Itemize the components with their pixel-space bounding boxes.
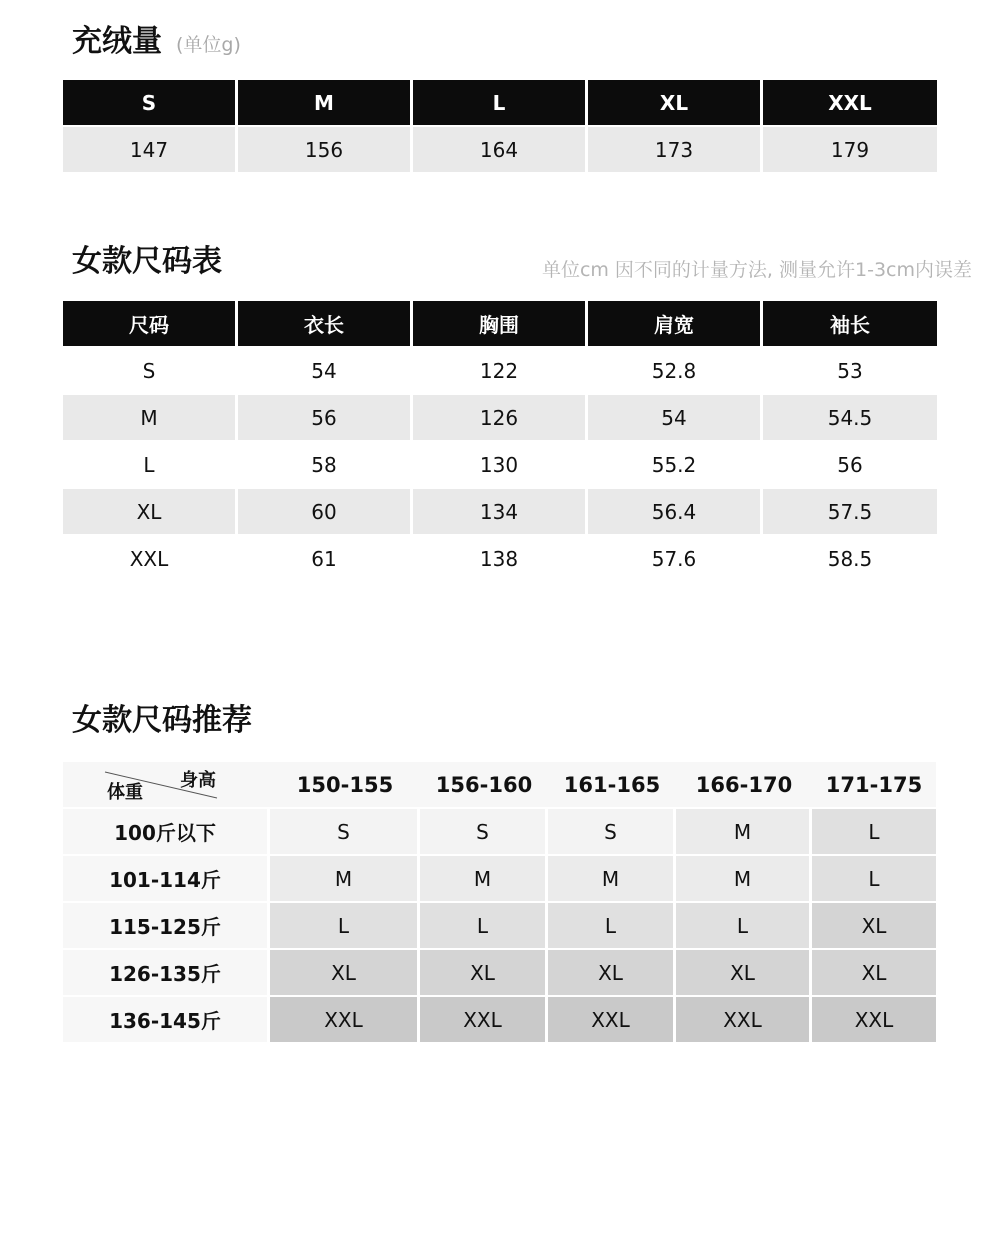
table-cell: 58 xyxy=(238,440,413,487)
height-header-cell: 161-165 xyxy=(548,760,676,807)
table-cell: M xyxy=(63,393,238,440)
fill-unit: (单位g) xyxy=(176,34,241,56)
table-cell: 60 xyxy=(238,487,413,534)
size-chart-header-row xyxy=(63,301,937,346)
table-cell: L xyxy=(63,440,238,487)
size-cell: S xyxy=(420,807,548,854)
table-row xyxy=(63,901,936,948)
table-cell: 52.8 xyxy=(588,346,763,393)
table-cell: XL xyxy=(63,487,238,534)
height-header-cell: 166-170 xyxy=(676,760,812,807)
weight-row-header: 101-114斤 xyxy=(63,854,270,901)
size-chart-table xyxy=(63,301,937,581)
table-row xyxy=(63,487,937,534)
table-row xyxy=(63,534,937,581)
size-cell: XXL xyxy=(270,995,420,1042)
fill-header-cell: XXL xyxy=(763,80,937,125)
fill-title xyxy=(72,24,241,63)
size-cell: XL xyxy=(548,948,676,995)
fill-value-cell: 179 xyxy=(763,125,937,172)
fill-value-cell: 147 xyxy=(63,125,238,172)
size-chart-header-cell: 衣长 xyxy=(238,301,413,346)
size-cell: S xyxy=(548,807,676,854)
table-cell: 57.5 xyxy=(763,487,937,534)
height-header-cell: 150-155 xyxy=(270,760,420,807)
table-cell: 57.6 xyxy=(588,534,763,581)
weight-row-header: 126-135斤 xyxy=(63,948,270,995)
size-cell: L xyxy=(420,901,548,948)
fill-header-cell: M xyxy=(238,80,413,125)
fill-value-cell: 156 xyxy=(238,125,413,172)
fill-value-cell: 173 xyxy=(588,125,763,172)
size-cell: M xyxy=(420,854,548,901)
size-chart-header-cell: 袖长 xyxy=(763,301,937,346)
fill-value-cell: 164 xyxy=(413,125,588,172)
table-cell: 56 xyxy=(763,440,937,487)
size-cell: L xyxy=(812,854,936,901)
size-cell: M xyxy=(270,854,420,901)
size-cell: XL xyxy=(420,948,548,995)
table-cell: S xyxy=(63,346,238,393)
fill-table xyxy=(63,80,937,172)
fill-header-cell: XL xyxy=(588,80,763,125)
size-cell: XL xyxy=(270,948,420,995)
table-cell: XXL xyxy=(63,534,238,581)
size-cell: XXL xyxy=(548,995,676,1042)
size-cell: XL xyxy=(812,948,936,995)
recommend-header-row xyxy=(63,760,936,807)
table-row xyxy=(63,995,936,1042)
fill-header-cell: L xyxy=(413,80,588,125)
height-header-cell: 171-175 xyxy=(812,760,936,807)
size-chart-title: 女款尺码表 xyxy=(72,244,222,279)
table-row xyxy=(63,346,937,393)
diagonal-divider xyxy=(63,762,270,809)
size-cell: L xyxy=(548,901,676,948)
corner-weight-label: 体重 xyxy=(107,782,143,803)
table-cell: 53 xyxy=(763,346,937,393)
size-chart-header-cell: 肩宽 xyxy=(588,301,763,346)
table-cell: 130 xyxy=(413,440,588,487)
size-chart-header-cell: 尺码 xyxy=(63,301,238,346)
size-cell: XL xyxy=(676,948,812,995)
table-row xyxy=(63,854,936,901)
table-cell: 122 xyxy=(413,346,588,393)
table-cell: 138 xyxy=(413,534,588,581)
table-cell: 61 xyxy=(238,534,413,581)
fill-header-cell: S xyxy=(63,80,238,125)
table-cell: 54.5 xyxy=(763,393,937,440)
recommend-table xyxy=(63,760,936,1042)
table-row xyxy=(63,807,936,854)
size-cell: M xyxy=(548,854,676,901)
fill-title-text: 充绒量 xyxy=(72,24,162,59)
weight-row-header: 136-145斤 xyxy=(63,995,270,1042)
height-header-cell: 156-160 xyxy=(420,760,548,807)
corner-cell xyxy=(63,760,270,807)
size-cell: S xyxy=(270,807,420,854)
corner-height-label: 身高 xyxy=(180,770,216,791)
recommend-title: 女款尺码推荐 xyxy=(72,703,252,738)
table-row xyxy=(63,948,936,995)
size-cell: XXL xyxy=(420,995,548,1042)
fill-header-row xyxy=(63,80,937,125)
weight-row-header: 115-125斤 xyxy=(63,901,270,948)
size-cell: M xyxy=(676,807,812,854)
table-cell: 134 xyxy=(413,487,588,534)
size-cell: M xyxy=(676,854,812,901)
size-cell: XXL xyxy=(676,995,812,1042)
size-cell: XL xyxy=(812,901,936,948)
table-row xyxy=(63,393,937,440)
size-cell: XXL xyxy=(812,995,936,1042)
table-row xyxy=(63,440,937,487)
size-chart-header-cell: 胸围 xyxy=(413,301,588,346)
weight-row-header: 100斤以下 xyxy=(63,807,270,854)
size-cell: L xyxy=(676,901,812,948)
table-cell: 58.5 xyxy=(763,534,937,581)
table-cell: 56.4 xyxy=(588,487,763,534)
table-cell: 54 xyxy=(238,346,413,393)
size-cell: L xyxy=(270,901,420,948)
fill-value-row xyxy=(63,125,937,172)
table-cell: 56 xyxy=(238,393,413,440)
size-chart-note: 单位cm 因不同的计量方法, 测量允许1-3cm内误差 xyxy=(541,259,972,281)
size-cell: L xyxy=(812,807,936,854)
table-cell: 126 xyxy=(413,393,588,440)
table-cell: 55.2 xyxy=(588,440,763,487)
table-cell: 54 xyxy=(588,393,763,440)
